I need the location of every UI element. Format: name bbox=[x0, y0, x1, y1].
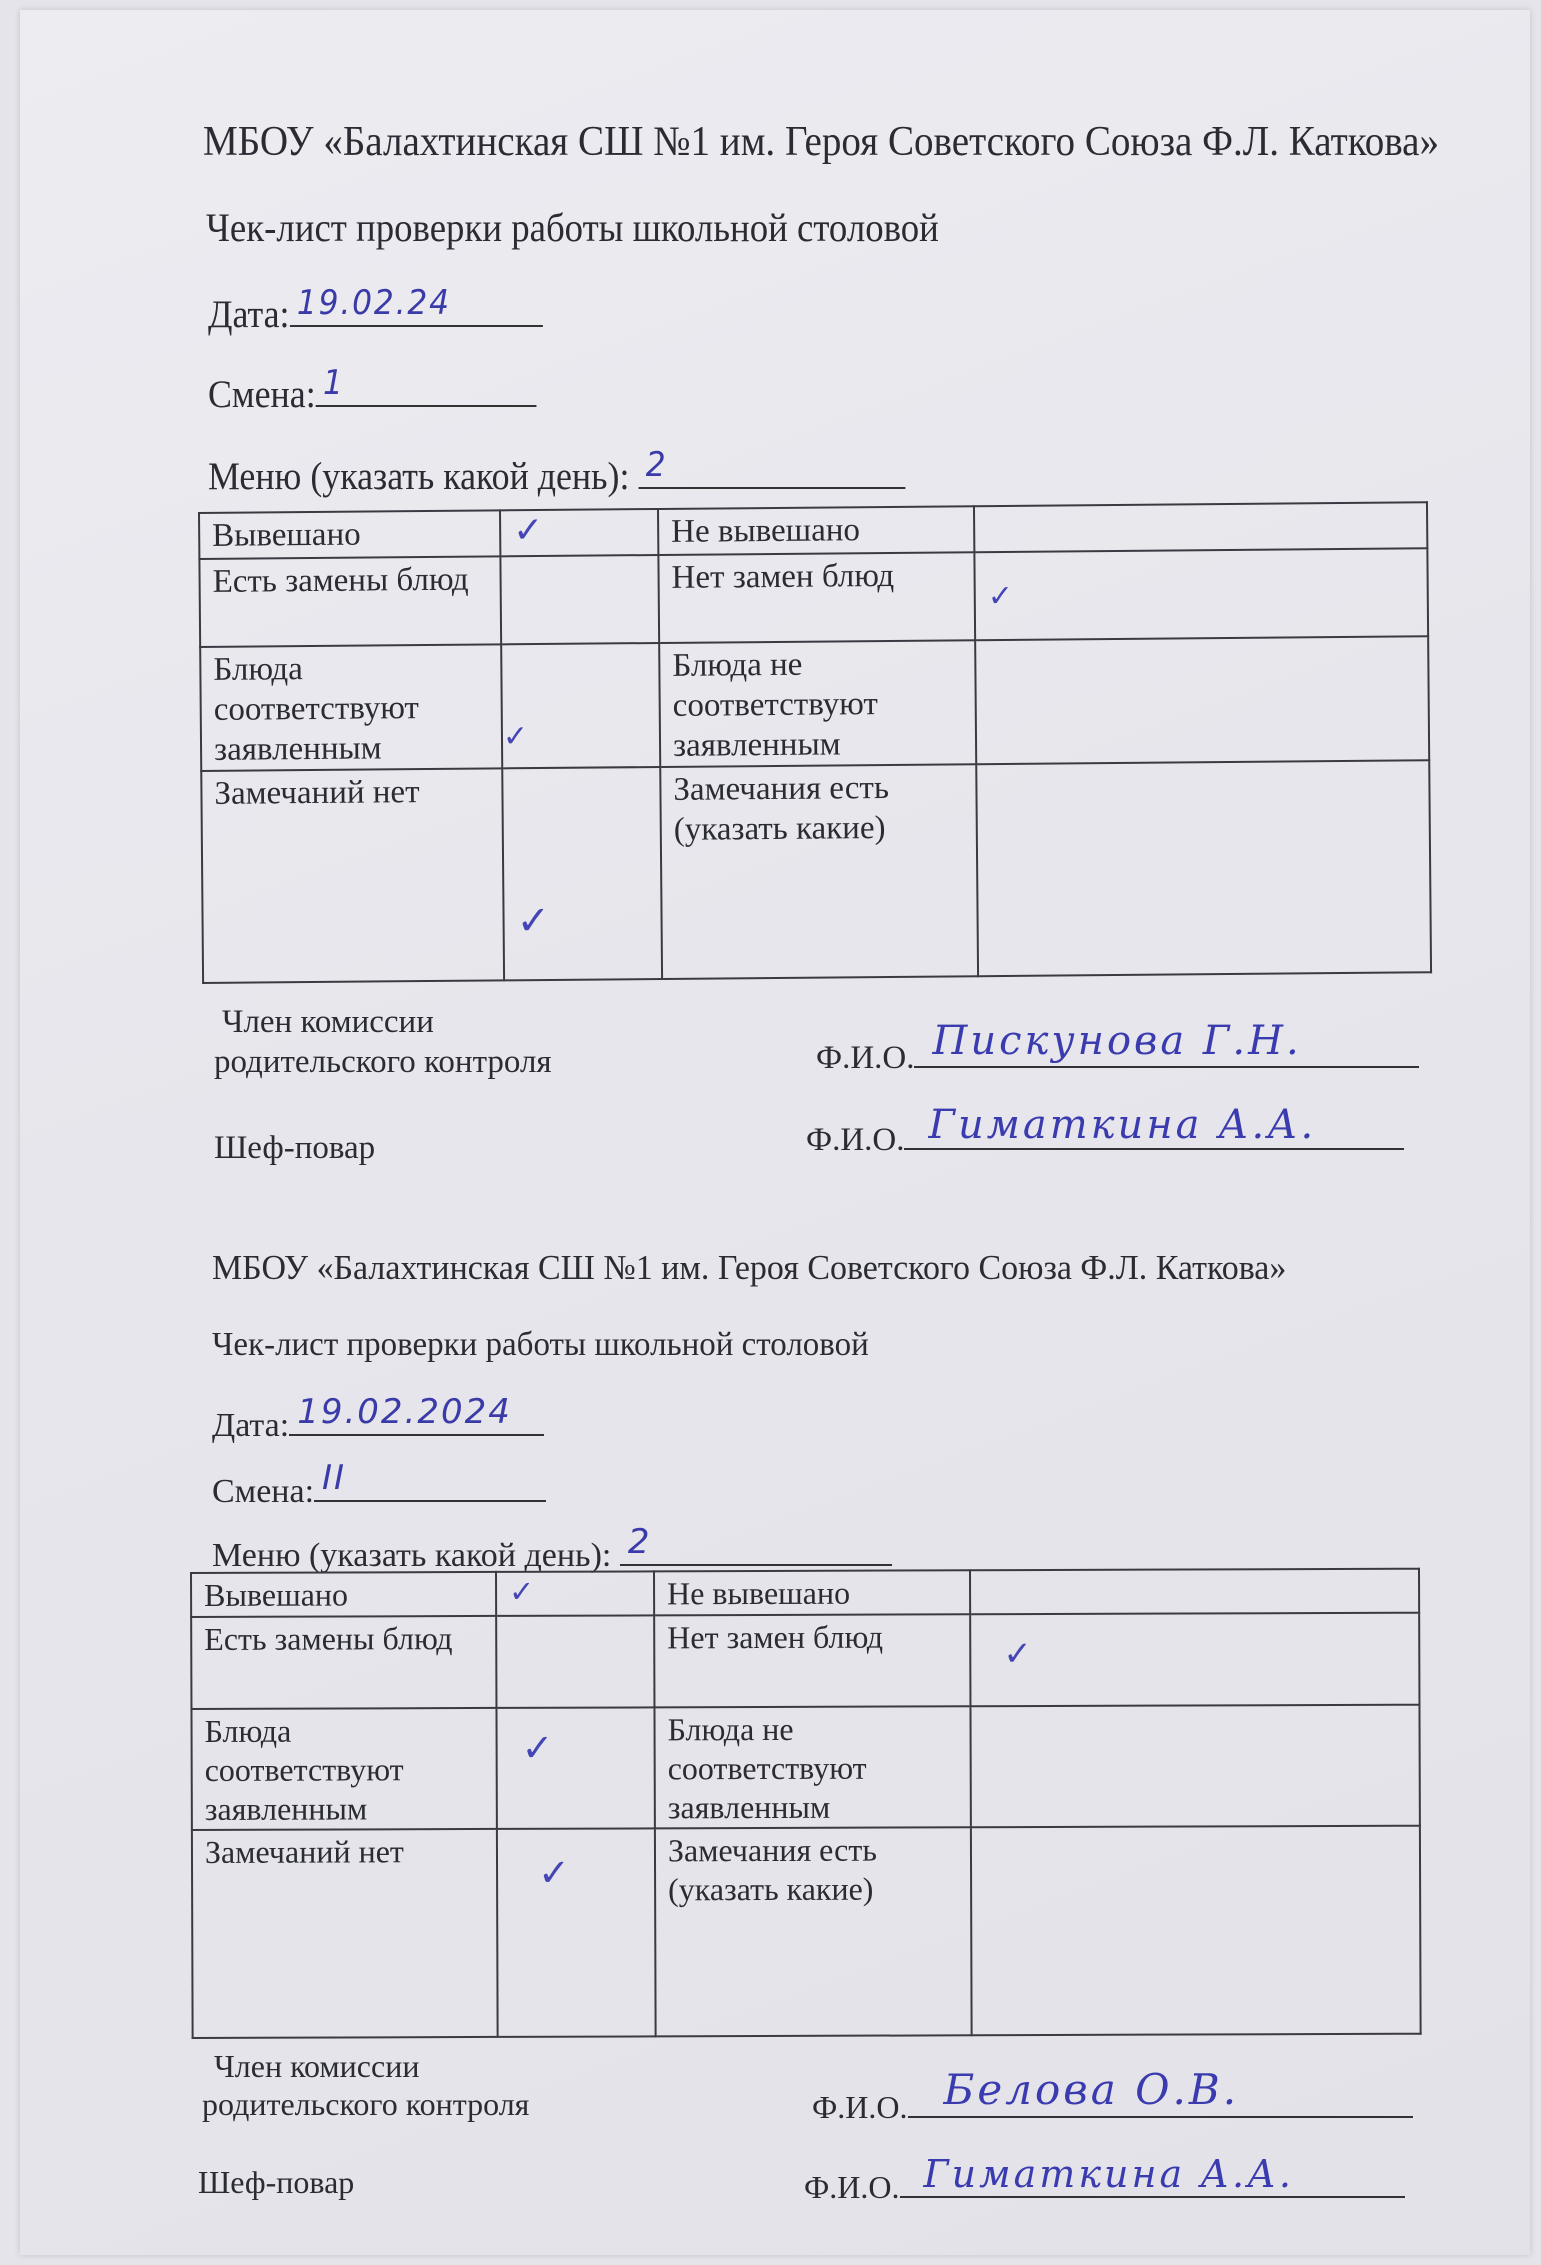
table-row bbox=[201, 760, 1431, 983]
chef-label: Шеф-повар bbox=[214, 1130, 376, 1166]
cell-label: Вывешано bbox=[199, 510, 500, 559]
cell-label: Нет замен блюд bbox=[658, 552, 975, 643]
fio-label: Ф.И.О. bbox=[816, 1040, 915, 1076]
date-line bbox=[289, 1392, 544, 1436]
checkbox-cell[interactable] bbox=[502, 767, 662, 980]
shift-value: II bbox=[322, 1458, 347, 1498]
school-name: МБОУ «Балахтинская СШ №1 им. Героя Советского Союза Ф.Л. Каткова» bbox=[212, 1248, 1287, 1287]
checkmark-icon: ✓ bbox=[516, 897, 551, 945]
cell-label: Замечаний нет bbox=[201, 768, 504, 983]
signature-line bbox=[914, 1018, 1419, 1068]
shift-line bbox=[316, 363, 537, 407]
signature-line bbox=[904, 1102, 1404, 1150]
checkbox-cell[interactable] bbox=[970, 1705, 1419, 1828]
member-label-2: родительского контроля bbox=[202, 2086, 530, 2122]
chef-signature: Гиматкина А.А. bbox=[923, 2152, 1294, 2196]
menu-field bbox=[212, 1522, 892, 1575]
checkmark-icon: ✓ bbox=[502, 719, 529, 755]
checkbox-cell[interactable] bbox=[501, 643, 660, 768]
checkmark-icon bbox=[989, 763, 1418, 767]
shift-value: 1 bbox=[323, 363, 345, 403]
cell-label: Не вывешано bbox=[658, 506, 974, 555]
cell-label: Блюда соответствуют заявленным bbox=[191, 1708, 496, 1830]
checkmark-icon: ✓ bbox=[987, 578, 1014, 615]
table-row bbox=[192, 1826, 1421, 2038]
checkmark-icon bbox=[513, 558, 647, 559]
member-label: Член комиссии bbox=[214, 2048, 420, 2084]
menu-value: 2 bbox=[627, 1522, 652, 1562]
form-title: Чек-лист проверки работы школьной столовой bbox=[206, 205, 939, 250]
checkmark-icon: ✓ bbox=[509, 1574, 535, 1610]
fio-label: Ф.И.О. bbox=[804, 2169, 900, 2205]
checkmark-icon bbox=[983, 1708, 1408, 1709]
checkmark-icon bbox=[983, 1572, 1408, 1573]
checkbox-cell[interactable] bbox=[496, 1707, 654, 1829]
member-fio-field bbox=[816, 1018, 1419, 1077]
table-row bbox=[191, 1705, 1419, 1830]
fio-label: Ф.И.О. bbox=[806, 1122, 905, 1158]
signature-line bbox=[900, 2152, 1405, 2198]
form-title: Чек-лист проверки работы школьной столовой bbox=[212, 1326, 869, 1363]
chef-fio-field bbox=[804, 2152, 1405, 2206]
cell-label: Замечаний нет bbox=[192, 1829, 498, 2038]
cell-label: Замечания есть (указать какие) bbox=[655, 1827, 972, 2036]
shift-label: Смена: bbox=[208, 373, 316, 416]
menu-field bbox=[208, 445, 905, 499]
school-name: МБОУ «Балахтинская СШ №1 им. Героя Советского Союза Ф.Л. Каткова» bbox=[203, 119, 1440, 165]
cell-label: Есть замены блюд bbox=[199, 556, 501, 647]
member-signature: Белова О.В. bbox=[943, 2065, 1240, 2114]
checkbox-cell[interactable] bbox=[974, 502, 1427, 552]
date-label: Дата: bbox=[212, 1407, 290, 1444]
checkmark-icon bbox=[984, 1829, 1409, 1830]
shift-field bbox=[208, 363, 536, 417]
date-field bbox=[208, 283, 542, 337]
menu-value: 2 bbox=[645, 445, 668, 485]
checklist-table bbox=[190, 1568, 1422, 2039]
date-value: 19.02.24 bbox=[296, 283, 451, 323]
chef-fio-field bbox=[806, 1102, 1404, 1159]
checkbox-cell[interactable] bbox=[496, 1571, 654, 1616]
cell-label: Вывешано bbox=[191, 1572, 496, 1617]
cell-label: Блюда не соответствуют заявленным bbox=[659, 640, 976, 767]
checkmark-icon: ✓ bbox=[521, 1725, 554, 1770]
checkbox-cell[interactable] bbox=[971, 1826, 1421, 2036]
cell-label: Блюда соответствуют заявленным bbox=[200, 644, 502, 771]
date-label: Дата: bbox=[208, 293, 290, 336]
checkbox-cell[interactable] bbox=[970, 1613, 1419, 1707]
table-row bbox=[191, 1569, 1419, 1617]
cell-label: Нет замен блюд bbox=[654, 1614, 970, 1707]
cell-label: Блюда не соответствуют заявленным bbox=[654, 1706, 970, 1828]
checkmark-icon bbox=[988, 639, 1417, 643]
table-row bbox=[191, 1613, 1419, 1709]
signature-line bbox=[908, 2065, 1413, 2118]
member-label: Член комиссии bbox=[222, 1004, 434, 1040]
shift-field bbox=[212, 1458, 546, 1511]
shift-line bbox=[314, 1458, 546, 1502]
checkbox-cell[interactable] bbox=[975, 636, 1429, 764]
checkbox-cell[interactable] bbox=[970, 1569, 1419, 1615]
member-signature: Пискунова Г.Н. bbox=[932, 1018, 1302, 1064]
table-row bbox=[200, 636, 1429, 771]
cell-label: Замечания есть (указать какие) bbox=[660, 764, 978, 979]
table-row bbox=[199, 548, 1428, 647]
checkmark-icon bbox=[987, 505, 1416, 509]
menu-line bbox=[638, 445, 905, 489]
member-fio-field bbox=[812, 2065, 1413, 2126]
cell-label: Не вывешано bbox=[654, 1570, 970, 1615]
member-label-2: родительского контроля bbox=[214, 1044, 552, 1080]
checkbox-cell[interactable] bbox=[500, 555, 659, 644]
date-field bbox=[212, 1392, 544, 1445]
checkmark-icon: ✓ bbox=[537, 1850, 570, 1895]
checkmark-icon: ✓ bbox=[1003, 1634, 1032, 1675]
checkbox-cell[interactable] bbox=[497, 1828, 656, 2037]
fio-label: Ф.И.О. bbox=[812, 2089, 908, 2125]
cell-label: Есть замены блюд bbox=[191, 1616, 496, 1709]
chef-signature: Гиматкина А.А. bbox=[928, 1102, 1317, 1148]
chef-label: Шеф-повар bbox=[198, 2164, 355, 2200]
checkbox-cell[interactable] bbox=[976, 760, 1431, 976]
checkmark-icon: ✓ bbox=[512, 509, 544, 552]
checkbox-cell[interactable] bbox=[496, 1615, 654, 1708]
checkbox-cell[interactable] bbox=[500, 509, 658, 556]
menu-label: Меню (указать какой день): bbox=[212, 1537, 612, 1574]
date-line bbox=[289, 283, 542, 327]
menu-label: Меню (указать какой день): bbox=[208, 455, 630, 498]
checklist-table bbox=[198, 501, 1432, 984]
checkbox-cell[interactable] bbox=[974, 548, 1428, 640]
menu-line bbox=[620, 1522, 892, 1566]
date-value: 19.02.2024 bbox=[297, 1392, 512, 1432]
shift-label: Смена: bbox=[212, 1473, 315, 1510]
